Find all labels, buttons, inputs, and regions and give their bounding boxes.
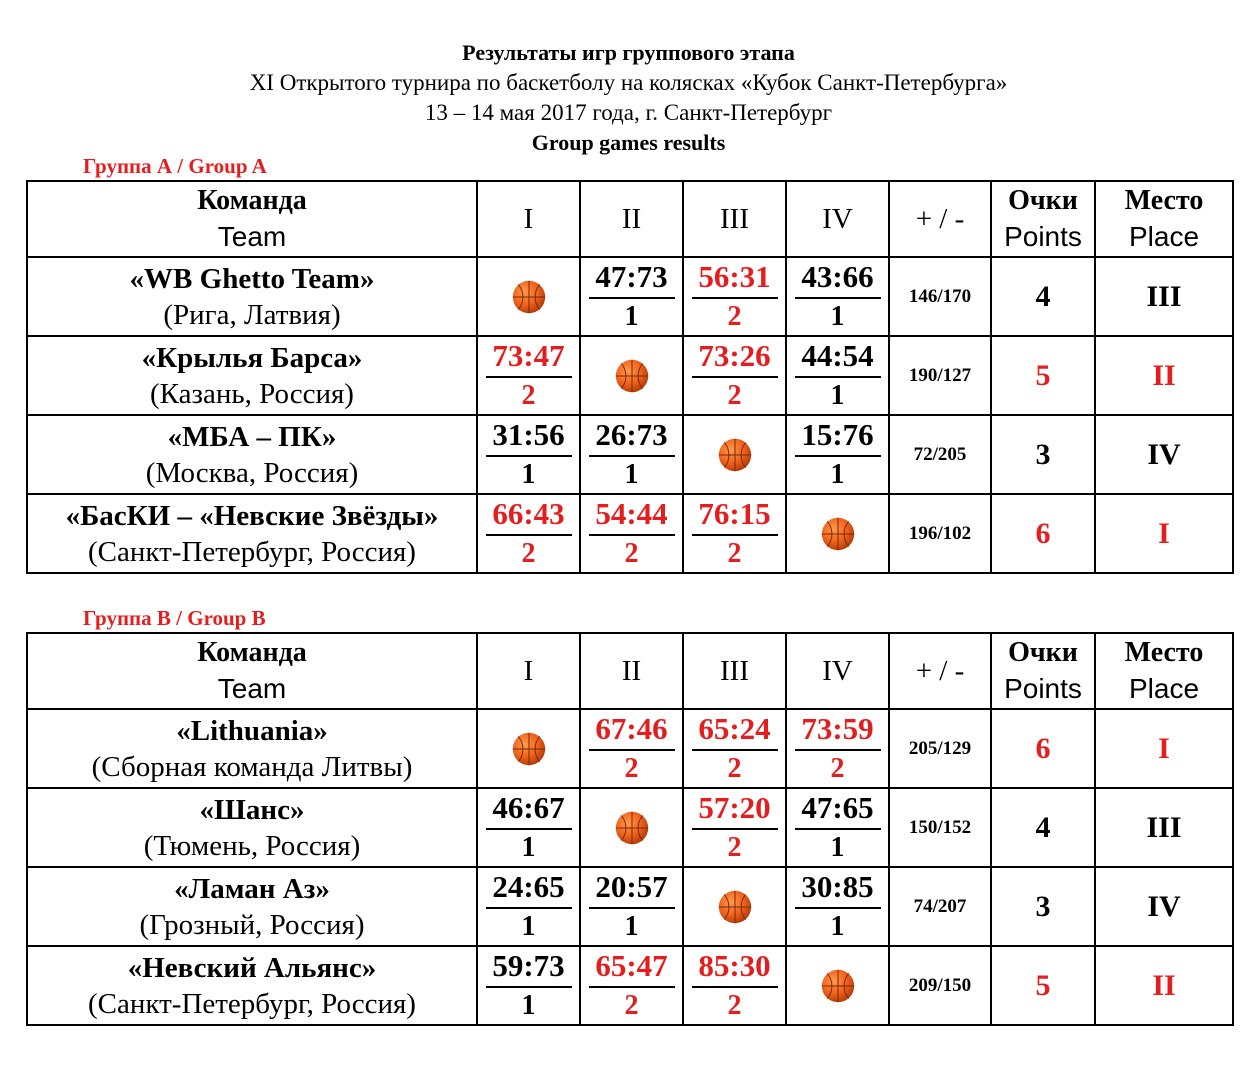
game-points: 2 [727, 831, 742, 863]
points-header-en: Points [1004, 221, 1082, 252]
place-header-ru: Место [1124, 637, 1204, 668]
place-column-header [1095, 181, 1233, 257]
points-column-header [991, 633, 1095, 709]
team-cell [27, 336, 477, 415]
game-points: 1 [624, 910, 639, 942]
table-row [27, 415, 1233, 494]
result-cell [477, 867, 580, 946]
result-cell [683, 415, 786, 494]
game-points: 1 [521, 989, 536, 1021]
game-score: 65:47 [589, 948, 675, 988]
game-score: 26:73 [589, 417, 675, 457]
team-column-header [27, 181, 477, 257]
team-city: (Москва, Россия) [145, 456, 359, 489]
table-row [27, 709, 1233, 788]
game-points: 2 [521, 379, 536, 411]
team-cell [27, 709, 477, 788]
header-row [27, 181, 1233, 257]
team-name: «БасКИ – «Невские Звёзды» [65, 499, 439, 532]
place-column-header [1095, 633, 1233, 709]
opponent-column-header-2: II [580, 633, 683, 709]
team-name: «МБА – ПК» [167, 420, 337, 453]
tournament-name: XI Открытого турнира по баскетболу на колясках «Кубок Санкт-Петербурга» [249, 70, 1008, 95]
table-row [27, 867, 1233, 946]
basketball-icon [614, 810, 650, 846]
final-place: I [1095, 709, 1233, 788]
team-city: (Санкт-Петербург, Россия) [88, 987, 416, 1020]
place-header-en: Place [1128, 221, 1200, 252]
team-header-en: Team [217, 673, 287, 704]
game-score: 46:67 [486, 790, 572, 830]
game-score: 85:30 [692, 948, 778, 988]
result-cell [580, 494, 683, 573]
points-header-ru: Очки [1008, 637, 1078, 668]
game-points: 1 [830, 458, 845, 490]
score-diff-header: + / - [889, 181, 991, 257]
points-column-header [991, 181, 1095, 257]
opponent-column-header-1: I [477, 633, 580, 709]
result-cell [580, 867, 683, 946]
total-points: 6 [991, 494, 1095, 573]
game-score: 57:20 [692, 790, 778, 830]
opponent-column-header-3: III [683, 633, 786, 709]
group-b-table [26, 632, 1234, 1026]
result-cell [786, 257, 889, 336]
basketball-icon [717, 889, 753, 925]
final-place: III [1095, 788, 1233, 867]
team-header-en: Team [217, 221, 287, 252]
team-cell [27, 257, 477, 336]
opponent-column-header-4: IV [786, 181, 889, 257]
opponent-column-header-2: II [580, 181, 683, 257]
opponent-column-header-1: I [477, 181, 580, 257]
group-b-label: Группа В / Group B [83, 606, 266, 630]
result-cell [477, 788, 580, 867]
result-cell [477, 494, 580, 573]
team-cell [27, 946, 477, 1025]
team-header-ru: Команда [197, 637, 307, 668]
basketball-icon [614, 358, 650, 394]
game-score: 73:47 [486, 338, 572, 378]
place-header-en: Place [1128, 673, 1200, 704]
game-points: 2 [624, 989, 639, 1021]
opponent-column-header-3: III [683, 181, 786, 257]
team-cell [27, 867, 477, 946]
result-cell [580, 336, 683, 415]
result-cell [683, 788, 786, 867]
result-cell [683, 946, 786, 1025]
result-cell [786, 946, 889, 1025]
score-diff: 205/129 [889, 709, 991, 788]
total-points: 4 [991, 257, 1095, 336]
game-score: 56:31 [692, 259, 778, 299]
game-points: 2 [624, 752, 639, 784]
game-points: 1 [521, 458, 536, 490]
team-city: (Санкт-Петербург, Россия) [88, 535, 416, 568]
team-name: «Ламан Аз» [174, 872, 330, 905]
score-diff: 74/207 [889, 867, 991, 946]
result-cell [683, 257, 786, 336]
final-place: II [1095, 946, 1233, 1025]
total-points: 5 [991, 946, 1095, 1025]
game-score: 47:73 [589, 259, 675, 299]
result-cell [786, 867, 889, 946]
result-cell [683, 494, 786, 573]
game-score: 20:57 [589, 869, 675, 909]
team-name: «WB Ghetto Team» [129, 262, 375, 295]
table-row [27, 946, 1233, 1025]
result-cell [683, 336, 786, 415]
final-place: I [1095, 494, 1233, 573]
game-points: 2 [521, 537, 536, 569]
total-points: 3 [991, 415, 1095, 494]
game-points: 1 [624, 458, 639, 490]
opponent-column-header-4: IV [786, 633, 889, 709]
score-diff-header: + / - [889, 633, 991, 709]
game-score: 73:59 [795, 711, 881, 751]
team-city: (Тюмень, Россия) [143, 829, 361, 862]
date-location: 13 – 14 мая 2017 года, г. Санкт-Петербург [424, 100, 833, 125]
game-score: 15:76 [795, 417, 881, 457]
game-points: 2 [727, 300, 742, 332]
game-score: 44:54 [795, 338, 881, 378]
result-cell [786, 788, 889, 867]
result-cell [786, 494, 889, 573]
table-row [27, 494, 1233, 573]
final-place: III [1095, 257, 1233, 336]
game-score: 65:24 [692, 711, 778, 751]
result-cell [786, 336, 889, 415]
result-cell [683, 867, 786, 946]
team-city: (Казань, Россия) [150, 377, 354, 410]
score-diff: 190/127 [889, 336, 991, 415]
game-points: 1 [830, 379, 845, 411]
game-points: 2 [727, 537, 742, 569]
game-score: 31:56 [486, 417, 572, 457]
score-diff: 150/152 [889, 788, 991, 867]
subtitle-english: Group games results [531, 130, 726, 155]
team-cell [27, 494, 477, 573]
team-city: (Грозный, Россия) [139, 908, 365, 941]
group-a-table [26, 180, 1234, 574]
game-score: 43:66 [795, 259, 881, 299]
result-cell [580, 946, 683, 1025]
team-name: «Крылья Барса» [141, 341, 363, 374]
game-score: 76:15 [692, 496, 778, 536]
result-cell [477, 709, 580, 788]
result-cell [477, 415, 580, 494]
total-points: 3 [991, 867, 1095, 946]
header-row [27, 633, 1233, 709]
game-points: 2 [830, 752, 845, 784]
final-place: IV [1095, 415, 1233, 494]
score-diff: 196/102 [889, 494, 991, 573]
score-diff: 209/150 [889, 946, 991, 1025]
game-score: 59:73 [486, 948, 572, 988]
place-header-ru: Место [1124, 185, 1204, 216]
game-points: 1 [521, 831, 536, 863]
game-points: 1 [830, 300, 845, 332]
total-points: 4 [991, 788, 1095, 867]
result-cell [477, 946, 580, 1025]
score-diff: 146/170 [889, 257, 991, 336]
final-place: IV [1095, 867, 1233, 946]
result-cell [477, 336, 580, 415]
result-cell [786, 709, 889, 788]
group-a-label: Группа А / Group A [83, 154, 267, 178]
game-score: 54:44 [589, 496, 675, 536]
team-name: «Невский Альянс» [127, 951, 377, 984]
game-points: 2 [727, 989, 742, 1021]
game-points: 1 [830, 831, 845, 863]
result-cell [786, 415, 889, 494]
basketball-icon [511, 279, 547, 315]
team-name: «Lithuania» [176, 714, 328, 747]
game-score: 67:46 [589, 711, 675, 751]
game-points: 1 [624, 300, 639, 332]
table-row [27, 336, 1233, 415]
team-name: «Шанс» [199, 793, 305, 826]
points-header-ru: Очки [1008, 185, 1078, 216]
game-score: 66:43 [486, 496, 572, 536]
points-header-en: Points [1004, 673, 1082, 704]
game-points: 1 [830, 910, 845, 942]
document-header [0, 38, 1257, 158]
game-points: 2 [727, 752, 742, 784]
game-points: 2 [727, 379, 742, 411]
team-cell [27, 415, 477, 494]
game-points: 1 [521, 910, 536, 942]
game-score: 73:26 [692, 338, 778, 378]
basketball-icon [820, 968, 856, 1004]
table-row [27, 257, 1233, 336]
result-cell [580, 415, 683, 494]
total-points: 5 [991, 336, 1095, 415]
table-row [27, 788, 1233, 867]
basketball-icon [511, 731, 547, 767]
title: Результаты игр группового этапа [462, 40, 795, 65]
result-cell [477, 257, 580, 336]
final-place: II [1095, 336, 1233, 415]
basketball-icon [717, 437, 753, 473]
result-cell [580, 257, 683, 336]
basketball-icon [820, 516, 856, 552]
team-cell [27, 788, 477, 867]
game-points: 2 [624, 537, 639, 569]
team-city: (Сборная команда Литвы) [91, 750, 413, 783]
team-city: (Рига, Латвия) [163, 298, 341, 331]
score-diff: 72/205 [889, 415, 991, 494]
game-score: 47:65 [795, 790, 881, 830]
game-score: 30:85 [795, 869, 881, 909]
team-column-header [27, 633, 477, 709]
team-header-ru: Команда [197, 185, 307, 216]
result-cell [580, 788, 683, 867]
total-points: 6 [991, 709, 1095, 788]
result-cell [683, 709, 786, 788]
game-score: 24:65 [486, 869, 572, 909]
result-cell [580, 709, 683, 788]
